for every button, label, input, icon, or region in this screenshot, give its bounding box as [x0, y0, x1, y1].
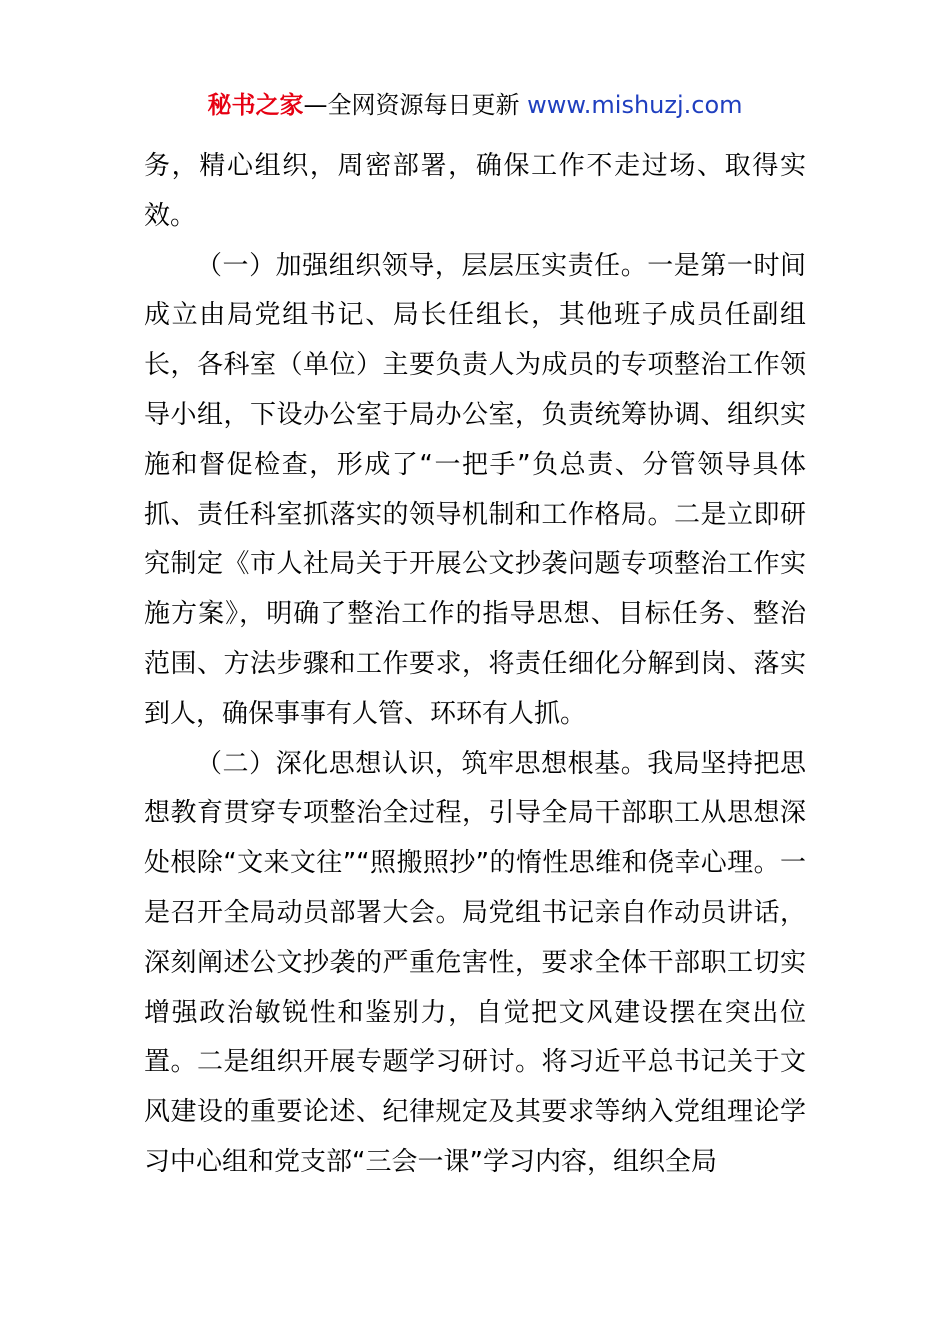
site-url-link[interactable]: www.mishuzj.com	[527, 91, 743, 119]
site-header	[0, 88, 950, 122]
paragraph-continued: 务，精心组织，周密部署，确保工作不走过场、取得实效。	[144, 151, 806, 231]
document-body	[144, 142, 806, 1188]
paragraph-section-2: （二）深化思想认识，筑牢思想根基。我局坚持把思想教育贯穿专项整治全过程，引导全局干部职工从思想深处根除“文来文往”“照搬照抄”的惰性思维和侥幸心理。一是召开全局动员部署大会。局党组书记亲自作动员讲话，深刻阐述公文抄袭的严重危害性，要求全体干部职工切实增强政治敏锐性和鉴别力，自觉把文风建设摆在突出位置。二是组织开展专题学习研讨。将习近平总书记关于文风建设的重要论述、纪律规定及其要求等纳入党组理论学习中心组和党支部“三会一课”学习内容，组织全局	[144, 748, 806, 1177]
paragraph-section-1: （一）加强组织领导，层层压实责任。一是第一时间成立由局党组书记、局长任组长，其他班子成员任副组长，各科室（单位）主要负责人为成员的专项整治工作领导小组，下设办公室于局办公室，负责统筹协调、组织实施和督促检查，形成了“一把手”负总责、分管领导具体抓、责任科室抓落实的领导机制和工作格局。二是立即研究制定《市人社局关于开展公文抄袭问题专项整治工作实施方案》，明确了整治工作的指导思想、目标任务、整治范围、方法步骤和工作要求，将责任细化分解到岗、落实到人，确保事事有人管、环环有人抓。	[144, 250, 806, 729]
brand-name: 秘书之家	[207, 91, 304, 119]
header-tagline: —全网资源每日更新	[303, 91, 520, 119]
